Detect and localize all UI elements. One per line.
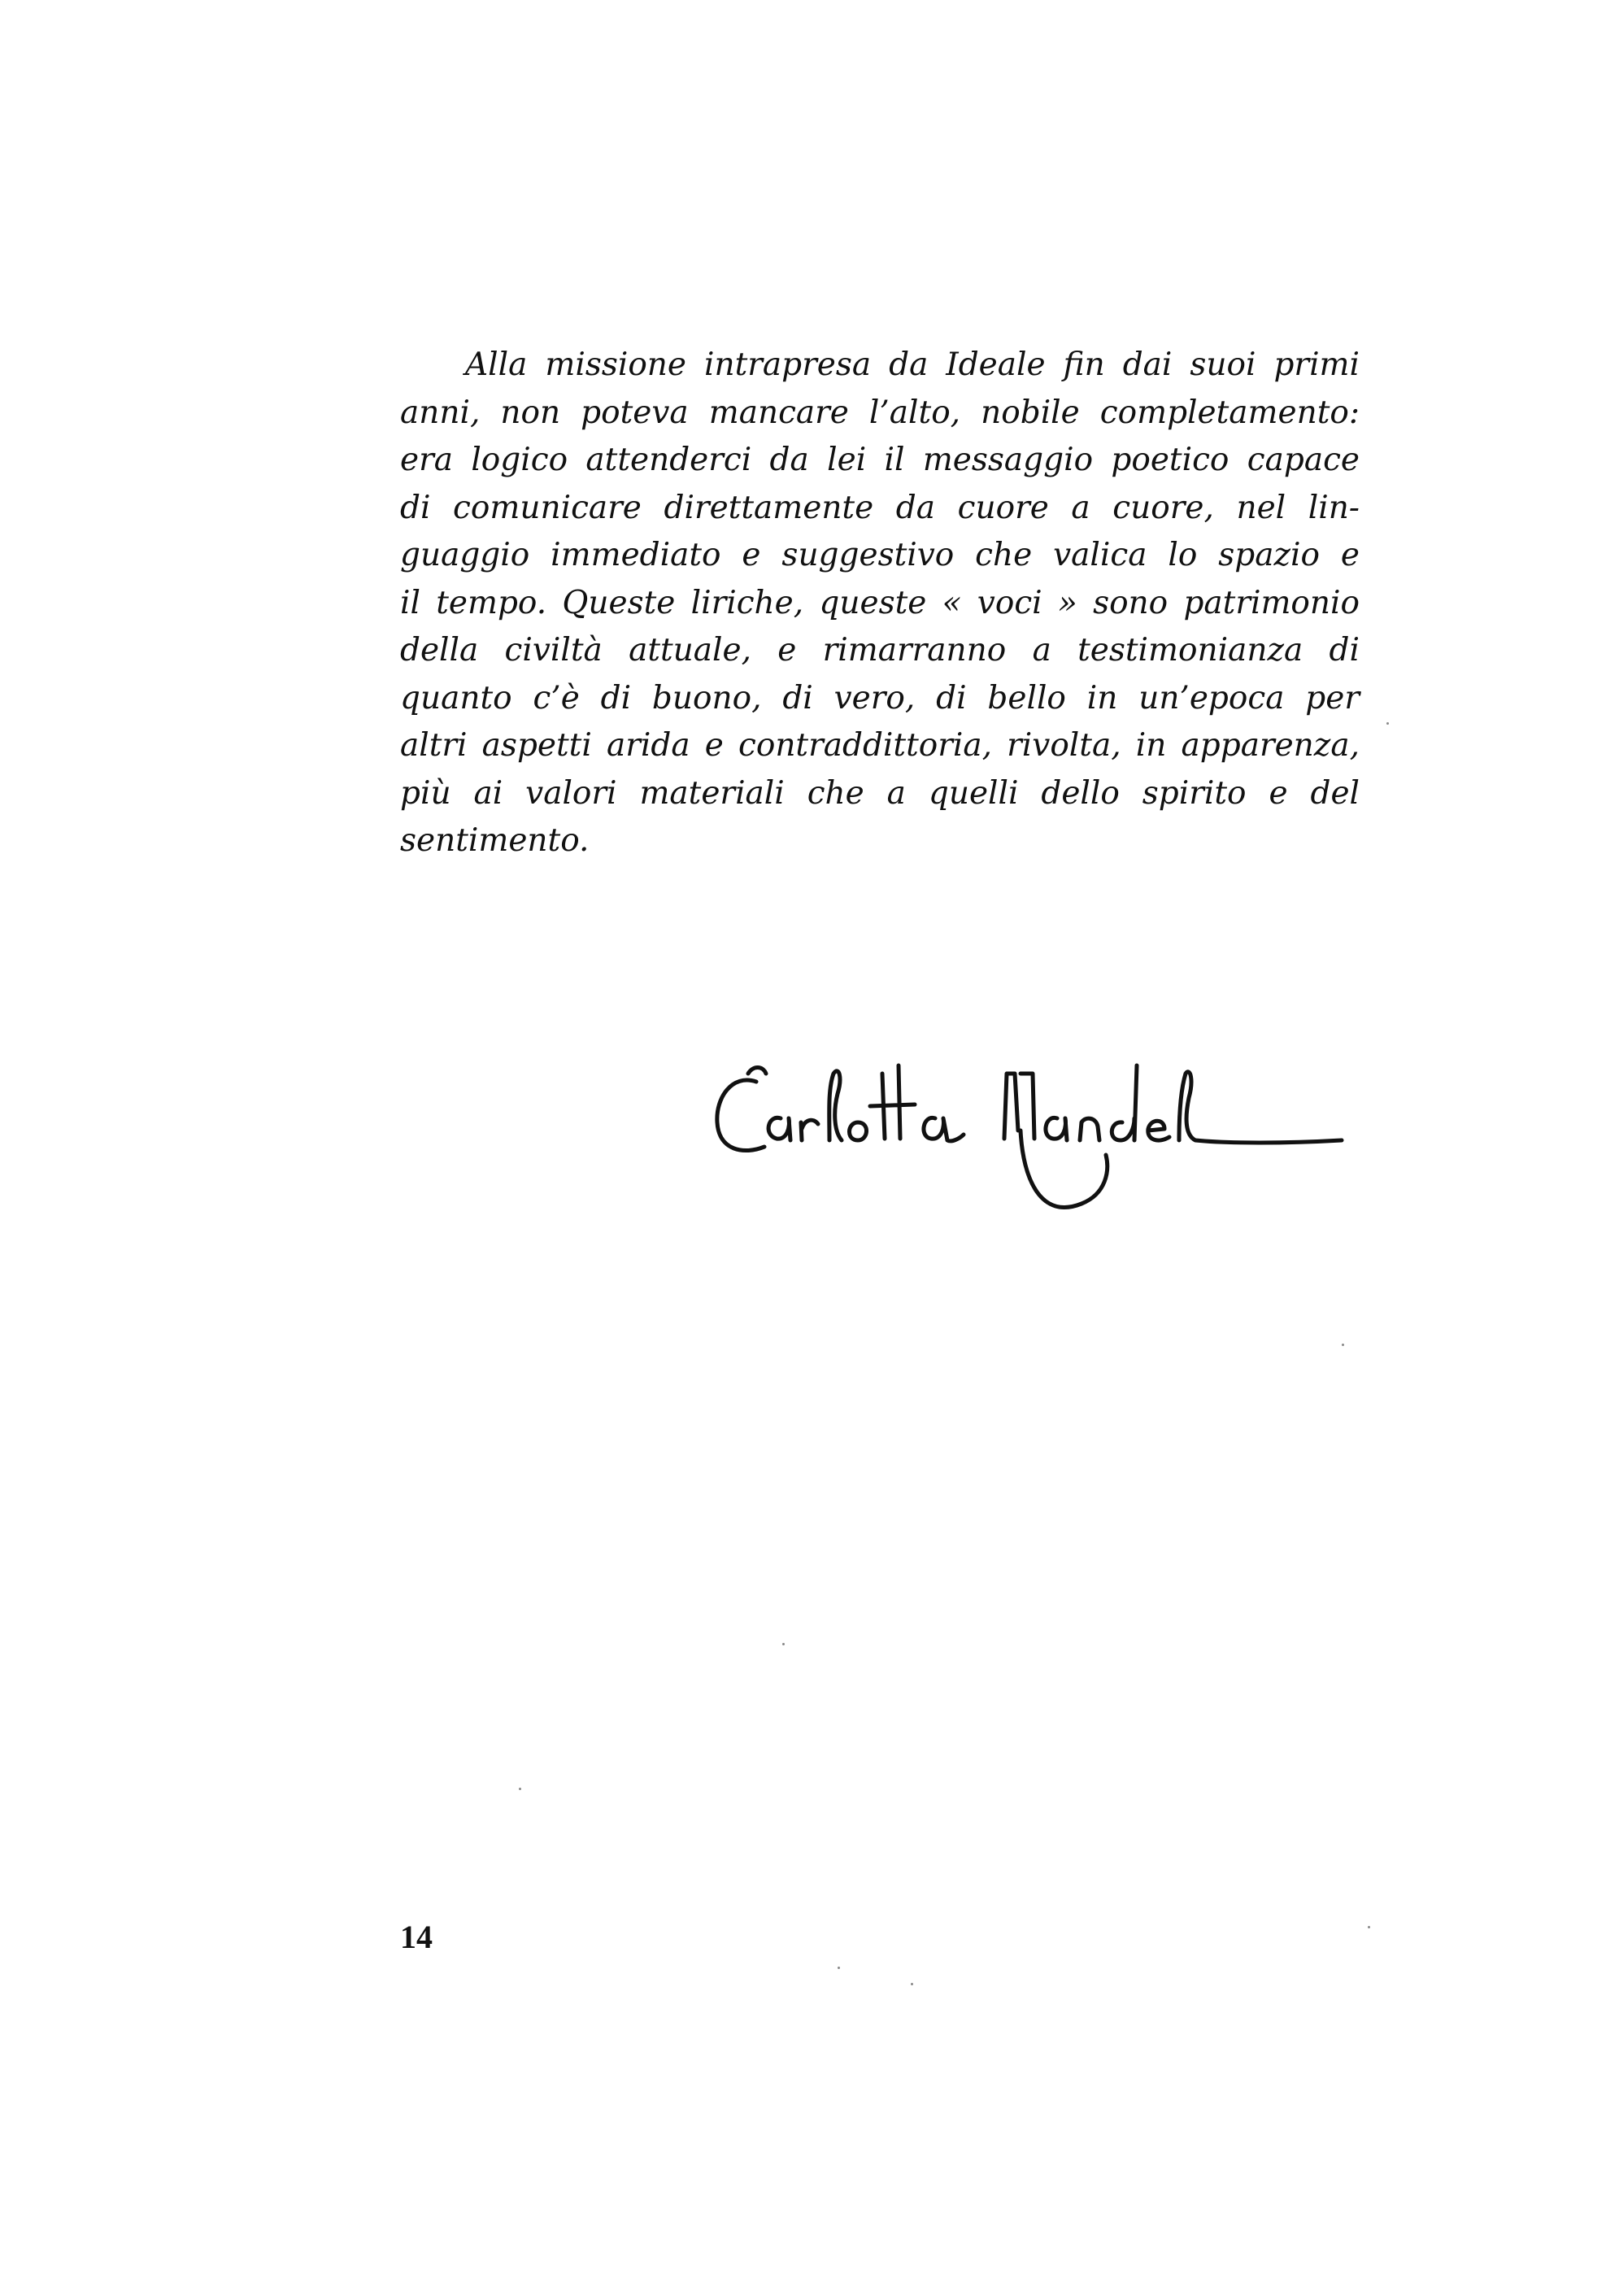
handwritten-signature: [699, 1017, 1350, 1277]
paragraph-line: della civiltà attuale, e rimarranno a testimonianza di: [400, 632, 1360, 669]
paragraph-line: altri aspetti arida e contraddittoria, rivolta, in apparenza,: [400, 727, 1360, 764]
paragraph-line: anni, non poteva mancare l’alto, nobile completamento:: [400, 394, 1360, 431]
paper-speck: [519, 1788, 521, 1790]
paragraph-line: più ai valori materiali che a quelli dello spirito e del: [400, 774, 1360, 812]
page-number: 14: [400, 1919, 433, 1955]
paper-speck: [1386, 722, 1389, 725]
paragraph-line: quanto c’è di buono, di vero, di bello in un’epoca per: [400, 679, 1360, 717]
paragraph-line: guaggio immediato e suggestivo che valica lo spazio e: [400, 537, 1360, 573]
paper-speck: [1368, 1926, 1370, 1928]
paragraph-line: il tempo. Queste liriche, queste « voci » sono patrimonio: [400, 584, 1360, 621]
paragraph-line: era logico attenderci da lei il messaggio poetico capace: [400, 442, 1360, 478]
paper-speck: [838, 1967, 840, 1969]
paragraph-line: Alla missione intrapresa da Ideale fin dai suoi primi: [465, 346, 1360, 383]
paper-speck: [782, 1643, 785, 1645]
paper-speck: [911, 1983, 913, 1985]
paragraph-line: sentimento.: [400, 822, 590, 859]
paper-speck: [1342, 1344, 1344, 1346]
body-paragraph: [400, 342, 1360, 865]
paragraph-line: di comunicare direttamente da cuore a cuore, nel lin-: [400, 489, 1360, 526]
